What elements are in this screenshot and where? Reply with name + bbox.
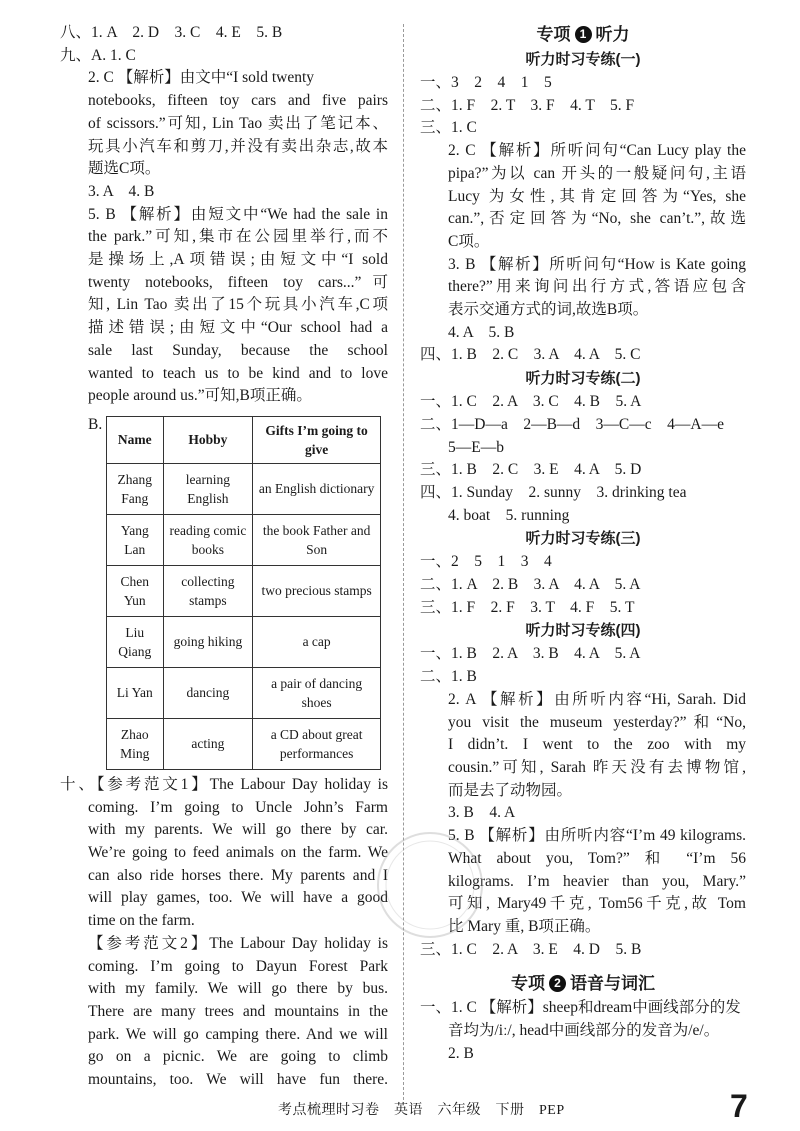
explanation-line: can.”,否定回答为“No, she can’t.”,故选 <box>448 210 746 228</box>
explanation-line: 5. B 【解析】由所听内容“I’m 49 kilograms. <box>448 827 746 845</box>
answer-line: 一、1. B 2. A 3. B 4. A 5. A <box>420 645 641 663</box>
cell-name: Chen Yun <box>107 565 164 616</box>
explanation-line: I didn’t. I went to the zoo with my <box>448 736 746 754</box>
explanation-line: 比 Mary 重, B项正确。 <box>448 917 601 935</box>
essay-line: time on the farm. <box>88 912 195 930</box>
cell-hobby: learning English <box>163 463 253 514</box>
cell-gift: two precious stamps <box>253 565 381 616</box>
cell-gift: a cap <box>253 616 381 667</box>
subsection-title: 听力时习专练(四) <box>525 622 641 640</box>
explanation-line: there?”用来询问出行方式,答语应包含 <box>448 278 746 296</box>
answer-line: 4. A 5. B <box>448 323 515 341</box>
cell-gift: a CD about great performances <box>253 718 381 769</box>
header-hobby: Hobby <box>163 416 253 463</box>
essay-line: 十、【参考范文1】The Labour Day holiday is <box>60 775 388 793</box>
answer-line: 四、1. B 2. C 3. A 4. A 5. C <box>420 346 641 364</box>
header-name: Name <box>107 416 164 463</box>
table-row <box>107 565 381 616</box>
table-row <box>107 667 381 718</box>
cell-name: Liu Qiang <box>107 616 164 667</box>
explanation-line: 可知, Mary49千克, Tom56千克,故 Tom <box>448 895 746 913</box>
answer-line: 三、1. C 2. A 3. E 4. D 5. B <box>420 940 642 958</box>
header-gifts: Gifts I’m going to give <box>253 416 381 463</box>
explanation-line: 3. B 【解析】所听问句“How is Kate going <box>448 255 746 273</box>
explanation-line: 知, Lin Tao 卖出了15个玩具小汽车,C项 <box>88 296 388 314</box>
section-title-phonics: 专项 2 语音与词汇 <box>511 974 655 994</box>
essay-line: coming. I’m going to Dayun Forest Park <box>88 957 388 975</box>
cell-hobby: going hiking <box>163 616 253 667</box>
answer-line: 2. B <box>448 1044 474 1062</box>
cell-name: Li Yan <box>107 667 164 718</box>
right-column <box>420 22 746 1065</box>
explanation-line: 一、1. C 【解析】sheep和dream中画线部分的发 <box>420 999 741 1017</box>
cell-hobby: collecting stamps <box>163 565 253 616</box>
answer-line: 3. A 4. B <box>88 182 155 200</box>
cell-hobby: dancing <box>163 667 253 718</box>
answer-line: 九、A. 1. C <box>60 46 136 64</box>
explanation-line: 题选C项。 <box>88 160 161 178</box>
answer-line: 三、1. B 2. C 3. E 4. A 5. D <box>420 461 642 479</box>
answer-line: 一、3 2 4 1 5 <box>420 74 552 91</box>
answer-line: 四、1. Sunday 2. sunny 3. drinking tea <box>420 483 687 501</box>
table-header-row <box>107 416 381 463</box>
subsection-title: 听力时习专练(二) <box>525 370 641 388</box>
page-footer: 考点梳理时习卷 英语 六年级 下册 PEP <box>278 1103 565 1118</box>
cell-gift: a pair of dancing shoes <box>253 667 381 718</box>
answer-line: 二、1. B <box>420 668 477 686</box>
explanation-line: twenty notebooks, fifteen toy cars...”可 <box>88 273 388 291</box>
explanation-line: sale last Sunday, because the school <box>88 341 388 359</box>
table-row <box>107 616 381 667</box>
answer-line: 一、2 5 1 3 4 <box>420 553 552 571</box>
explanation-line: notebooks, fifteen toy cars and five pairs <box>88 92 388 110</box>
answer-line: 三、1. F 2. F 3. T 4. F 5. T <box>420 598 635 616</box>
explanation-line: 2. A 【解析】由所听内容“Hi, Sarah. Did <box>448 690 746 708</box>
left-column <box>60 22 388 1092</box>
explanation-line: of scissors.”可知, Lin Tao 卖出了笔记本、 <box>88 114 388 132</box>
explanation-line: 音均为/iː/, head中画线部分的发音为/e/。 <box>448 1022 720 1040</box>
answer-line: 三、1. C <box>420 119 477 137</box>
answer-line: 4. boat 5. running <box>448 506 570 524</box>
explanation-line: 表示交通方式的词,故选B项。 <box>448 301 649 319</box>
gifts-table-block <box>88 416 388 770</box>
answer-line: 二、1—D—a 2—B—d 3—C—c 4—A—e <box>420 415 724 433</box>
explanation-line: you visit the museum yesterday?”和“No, <box>448 713 746 731</box>
explanation-line: 描述错误;由短文中“Our school had a <box>88 319 388 337</box>
table-row <box>107 514 381 565</box>
explanation-line: pipa?”为以 can 开头的一般疑问句,主语 <box>448 164 746 182</box>
essay-line: with my family. We will go there by bus. <box>88 980 388 998</box>
explanation-line: cousin.”可知, Sarah 昨天没有去博物馆, <box>448 758 746 776</box>
essay-line: park. We will go camping there. And we will <box>88 1025 388 1043</box>
explanation-q5 <box>60 204 388 408</box>
column-divider <box>403 24 404 1100</box>
table-row <box>107 718 381 769</box>
explanation-line: wanted to teach us to be kind and to love <box>88 364 388 382</box>
explanation-line: 而是去了动物园。 <box>448 781 573 799</box>
gifts-table <box>106 416 381 770</box>
answer-line: 二、1. F 2. T 3. F 4. T 5. F <box>420 96 635 114</box>
cell-hobby: acting <box>163 718 253 769</box>
explanation-line: the park.”可知,集市在公园里举行,而不 <box>88 228 388 246</box>
cell-name: Zhao Ming <box>107 718 164 769</box>
subsection-title: 听力时习专练(三) <box>525 530 641 548</box>
essay-line: with my parents. We will go there by car. <box>88 821 388 839</box>
page-number: 7 <box>730 1088 748 1124</box>
explanation-line: What about you, Tom?” 和 “I’m 56 <box>448 849 746 867</box>
explanation-line: 2. C 【解析】所听问句“Can Lucy play the <box>448 142 746 160</box>
explanation-line: 5. B 【解析】由短文中“We had the sale in <box>88 205 388 223</box>
essay-line: There are many trees and mountains in the <box>88 1002 388 1020</box>
cell-gift: the book Father and Son <box>253 514 381 565</box>
sample-essays <box>60 774 388 1092</box>
essay-line: can also ride horses there. My parents and I <box>88 866 388 884</box>
explanation-line: 2. C 【解析】由文中“I sold twenty <box>88 69 315 87</box>
explanation-line: C项。 <box>448 232 490 250</box>
explanation-line: 是操场上,A项错误;由短文中“I sold <box>88 251 388 269</box>
cell-name: Zhang Fang <box>107 463 164 514</box>
cell-name: Yang Lan <box>107 514 164 565</box>
cell-gift: an English dictionary <box>253 463 381 514</box>
section-number-badge: 1 <box>575 26 592 43</box>
explanation-line: 玩具小汽车和剪刀,并没有卖出杂志,故本 <box>88 137 388 155</box>
essay-line: 【参考范文2】The Labour Day holiday is <box>88 934 388 952</box>
section-title-listening: 专项 1 听力 <box>536 25 630 44</box>
essay-line: We’re going to feed animals on the farm. We <box>88 844 388 862</box>
essay-line: go on a picnic. We are going to climb <box>88 1048 388 1066</box>
subsection-title: 听力时习专练(一) <box>525 51 641 68</box>
table-row <box>107 463 381 514</box>
answer-line: 八、1. A 2. D 3. C 4. E 5. B <box>60 24 283 41</box>
explanation-line: kilograms. I’m heavier than you, Mary.” <box>448 872 746 890</box>
essay-line: coming. I’m going to Uncle John’s Farm <box>88 798 388 816</box>
section-number-badge: 2 <box>549 975 566 992</box>
explanation-line: Lucy 为女性,其肯定回答为“Yes, she <box>448 187 746 205</box>
answer-line: 一、1. C 2. A 3. C 4. B 5. A <box>420 393 642 411</box>
explanation-q2 <box>60 67 388 203</box>
answer-line: 5—E—b <box>448 438 504 456</box>
explanation-line: people around us.”可知,B项正确。 <box>88 387 312 405</box>
essay-line: will play games, too. We will have a good <box>88 889 388 907</box>
table-label: B. <box>88 415 103 433</box>
answer-line: 二、1. A 2. B 3. A 4. A 5. A <box>420 576 641 594</box>
essay-line: mountains, too. We will have fun there. <box>88 1071 388 1089</box>
answer-line: 3. B 4. A <box>448 804 516 822</box>
cell-hobby: reading comic books <box>163 514 253 565</box>
